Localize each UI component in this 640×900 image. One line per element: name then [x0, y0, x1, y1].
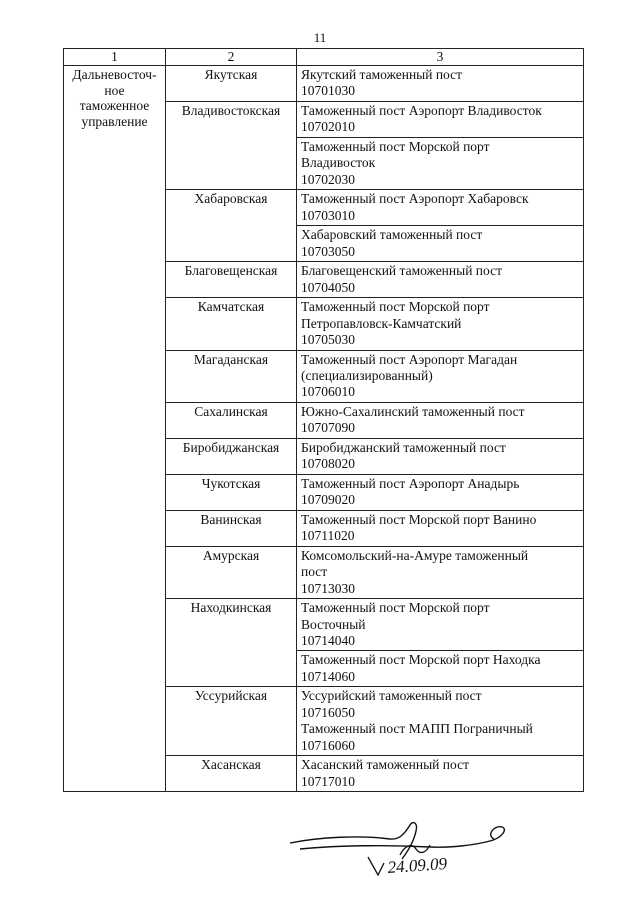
post-line: Таможенный пост МАПП Пограничный — [301, 721, 533, 737]
customs-post-cell — [297, 190, 584, 226]
post-line: 10707090 — [301, 420, 355, 436]
customs-post-cell — [297, 137, 584, 189]
post-line: 10713030 — [301, 580, 355, 596]
signature-date: 24.09.09 — [386, 853, 448, 877]
header-row — [64, 49, 584, 66]
post-line: Таможенный пост Морской порт — [301, 138, 490, 154]
customs-post-cell — [297, 350, 584, 402]
post-line: Уссурийский таможенный пост — [301, 688, 482, 704]
post-line: Таможенный пост Морской порт — [301, 600, 490, 616]
post-line: Якутский таможенный пост — [301, 67, 463, 82]
customs-post-cell — [297, 101, 584, 137]
customs-name-cell: Чукотская — [166, 474, 297, 510]
customs-post-cell — [297, 262, 584, 298]
post-line: 10704050 — [301, 279, 355, 295]
post-line: 10703050 — [301, 243, 355, 259]
customs-name-cell: Благовещенская — [166, 262, 297, 298]
customs-table — [63, 48, 584, 792]
column-header-1: 1 — [64, 49, 166, 66]
customs-post-cell — [297, 687, 584, 756]
department-cell — [64, 66, 166, 792]
post-line: Комсомольский-на-Амуре таможенный — [301, 547, 529, 563]
post-line: Хасанский таможенный пост — [301, 757, 469, 773]
customs-name-cell: Сахалинская — [166, 402, 297, 438]
customs-post-cell — [297, 651, 584, 687]
post-line: 10714060 — [301, 668, 355, 684]
post-line: Таможенный пост Аэропорт Хабаровск — [301, 191, 529, 207]
customs-post-cell — [297, 599, 584, 651]
customs-name-cell: Хасанская — [166, 756, 297, 792]
post-line: Таможенный пост Морской порт — [301, 299, 490, 315]
post-line: 10706010 — [301, 384, 355, 400]
post-line: Благовещенский таможенный пост — [301, 263, 503, 279]
post-line: Южно-Сахалинский таможенный пост — [301, 403, 525, 419]
post-line: 10716050 — [301, 704, 355, 720]
post-line: пост — [301, 564, 328, 580]
customs-name-cell: Уссурийская — [166, 687, 297, 756]
table-row — [64, 66, 584, 102]
department-line: ное — [104, 82, 125, 98]
post-line: Таможенный пост Морской порт Ванино — [301, 511, 537, 527]
customs-name-cell: Магаданская — [166, 350, 297, 402]
department-line: Дальневосточ- — [72, 67, 157, 82]
handwritten-signature — [280, 815, 520, 885]
customs-name-cell: Амурская — [166, 546, 297, 598]
department-line: управление — [81, 113, 148, 129]
customs-post-cell — [297, 474, 584, 510]
post-line: Таможенный пост Аэропорт Магадан — [301, 351, 518, 367]
post-line: 10702010 — [301, 119, 355, 135]
post-line: Хабаровский таможенный пост — [301, 227, 483, 243]
post-line: 10714040 — [301, 633, 355, 648]
column-header-2: 2 — [166, 49, 297, 66]
customs-post-cell — [297, 510, 584, 546]
customs-post-cell — [297, 546, 584, 598]
column-header-3: 3 — [297, 49, 584, 66]
department-line: таможенное — [79, 98, 150, 114]
customs-name-cell: Биробиджанская — [166, 438, 297, 474]
post-line: Таможенный пост Аэропорт Анадырь — [301, 475, 520, 491]
customs-post-cell — [297, 402, 584, 438]
post-line: Таможенный пост Морской порт Находка — [301, 652, 541, 668]
customs-post-cell — [297, 438, 584, 474]
post-line: Таможенный пост Аэропорт Владивосток — [301, 102, 542, 118]
customs-name-cell: Владивостокская — [166, 101, 297, 189]
post-line: 10716060 — [301, 737, 355, 753]
customs-name-cell: Ванинская — [166, 510, 297, 546]
customs-post-cell — [297, 226, 584, 262]
post-line: Биробиджанский таможенный пост — [301, 439, 506, 455]
post-line: Восточный — [301, 616, 366, 632]
customs-post-cell — [297, 298, 584, 350]
customs-name-cell: Хабаровская — [166, 190, 297, 262]
customs-post-cell — [297, 756, 584, 792]
post-line: 10702030 — [301, 171, 355, 187]
post-line: 10701030 — [301, 83, 355, 99]
post-line: 10717010 — [301, 773, 355, 789]
customs-name-cell: Якутская — [166, 66, 297, 102]
customs-name-cell: Находкинская — [166, 599, 297, 687]
post-line: 10703010 — [301, 207, 355, 223]
customs-post-cell — [297, 66, 584, 102]
post-line: Владивосток — [301, 155, 376, 171]
post-line: 10711020 — [301, 528, 355, 544]
post-line: Петропавловск-Камчатский — [301, 315, 462, 331]
post-line: 10708020 — [301, 456, 355, 472]
post-line: 10705030 — [301, 332, 355, 348]
post-line: (специализированный) — [301, 367, 433, 383]
post-line: 10709020 — [301, 492, 355, 508]
customs-name-cell: Камчатская — [166, 298, 297, 350]
page-number: 11 — [313, 30, 327, 45]
